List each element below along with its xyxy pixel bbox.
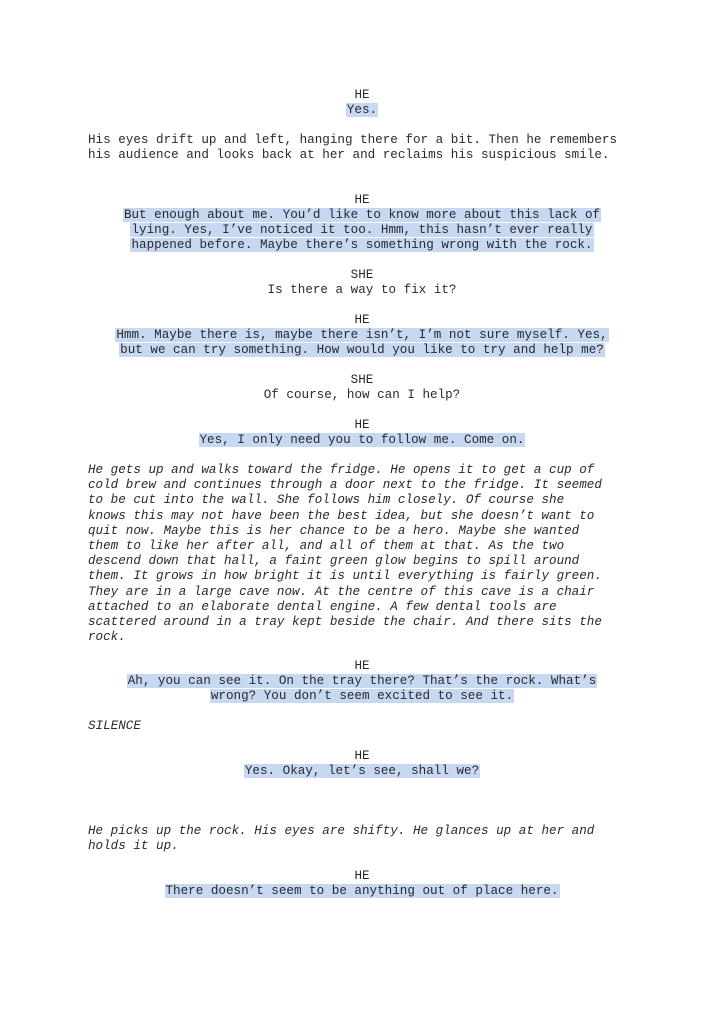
action-line: knows this may not have been the best idea, but she doesn’t want to <box>88 508 595 523</box>
action-line: scattered around in a tray kept beside the chair. And there sits the <box>88 615 602 630</box>
action-line: them to like her after all, and all of them at that. As the two <box>88 539 565 554</box>
dialogue-line: happened before. Maybe there’s something wrong with the rock. <box>131 238 593 253</box>
action-line: cold brew and continues through a door next to the fridge. It seemed <box>88 478 602 493</box>
dialogue <box>88 884 636 899</box>
dialogue-line: Hmm. Maybe there is, maybe there isn’t, I’m not sure myself. Yes, <box>116 328 608 342</box>
dialogue-line: but we can try something. How would you like to try and help me? <box>120 343 604 358</box>
action-paragraph <box>88 463 636 645</box>
dialogue-line: There doesn’t seem to be anything out of place here. <box>165 884 559 898</box>
dialogue-line: Of course, how can I help? <box>263 388 461 402</box>
character-name: SHE <box>350 373 374 387</box>
dialogue-line: wrong? You don’t seem excited to see it. <box>210 689 514 704</box>
dialogue-line: Yes. Okay, let’s see, shall we? <box>244 764 480 778</box>
action-line: quit now. Maybe this is her chance to be a hero. Maybe she wanted <box>88 523 580 538</box>
action-line: He picks up the rock. His eyes are shifty. He glances up at her and <box>88 824 595 838</box>
character-name: HE <box>354 313 370 327</box>
dialogue-line: Yes. <box>346 103 378 117</box>
character-name: HE <box>354 88 370 102</box>
character-name: HE <box>354 659 370 673</box>
action-paragraph: His eyes drift up and left, hanging there for a bit. Then he remembers his audience and looks back at her and reclaims his suspicious smile. <box>88 133 618 163</box>
character-name: SHE <box>350 268 374 282</box>
action-line: to be cut into the wall. She follows him closely. Of course she <box>88 493 565 508</box>
character-name: HE <box>354 418 370 432</box>
character-name: HE <box>354 193 370 207</box>
dialogue <box>88 764 636 779</box>
action-paragraph: SILENCE <box>88 719 141 733</box>
action-line: attached to an elaborate dental engine. A few dental tools are <box>88 599 557 614</box>
dialogue <box>88 433 636 448</box>
dialogue-line: Ah, you can see it. On the tray there? That’s the rock. What’s <box>127 674 597 688</box>
dialogue <box>88 283 636 298</box>
dialogue-line: Yes, I only need you to follow me. Come on. <box>199 433 525 447</box>
dialogue <box>88 208 636 254</box>
dialogue <box>88 103 636 118</box>
action-line: rock. <box>88 630 126 645</box>
action-paragraph <box>88 824 636 854</box>
dialogue <box>88 674 636 704</box>
dialogue <box>88 328 636 358</box>
dialogue-line: lying. Yes, I’ve noticed it too. Hmm, this hasn’t ever really <box>131 223 593 238</box>
character-name: HE <box>354 749 370 763</box>
dialogue-line: Is there a way to fix it? <box>267 283 457 297</box>
action-line: They are in a large cave now. At the centre of this cave is a chair <box>88 584 595 599</box>
action-line: descend down that hall, a faint green glow begins to spill around <box>88 554 580 569</box>
action-line: holds it up. <box>88 839 179 854</box>
character-name: HE <box>354 869 370 883</box>
dialogue <box>88 388 636 403</box>
dialogue-line: But enough about me. You’d like to know more about this lack of <box>123 208 601 222</box>
action-line: them. It grows in how bright it is until everything is fairly green. <box>88 569 602 584</box>
action-line: He gets up and walks toward the fridge. He opens it to get a cup of <box>88 463 595 477</box>
